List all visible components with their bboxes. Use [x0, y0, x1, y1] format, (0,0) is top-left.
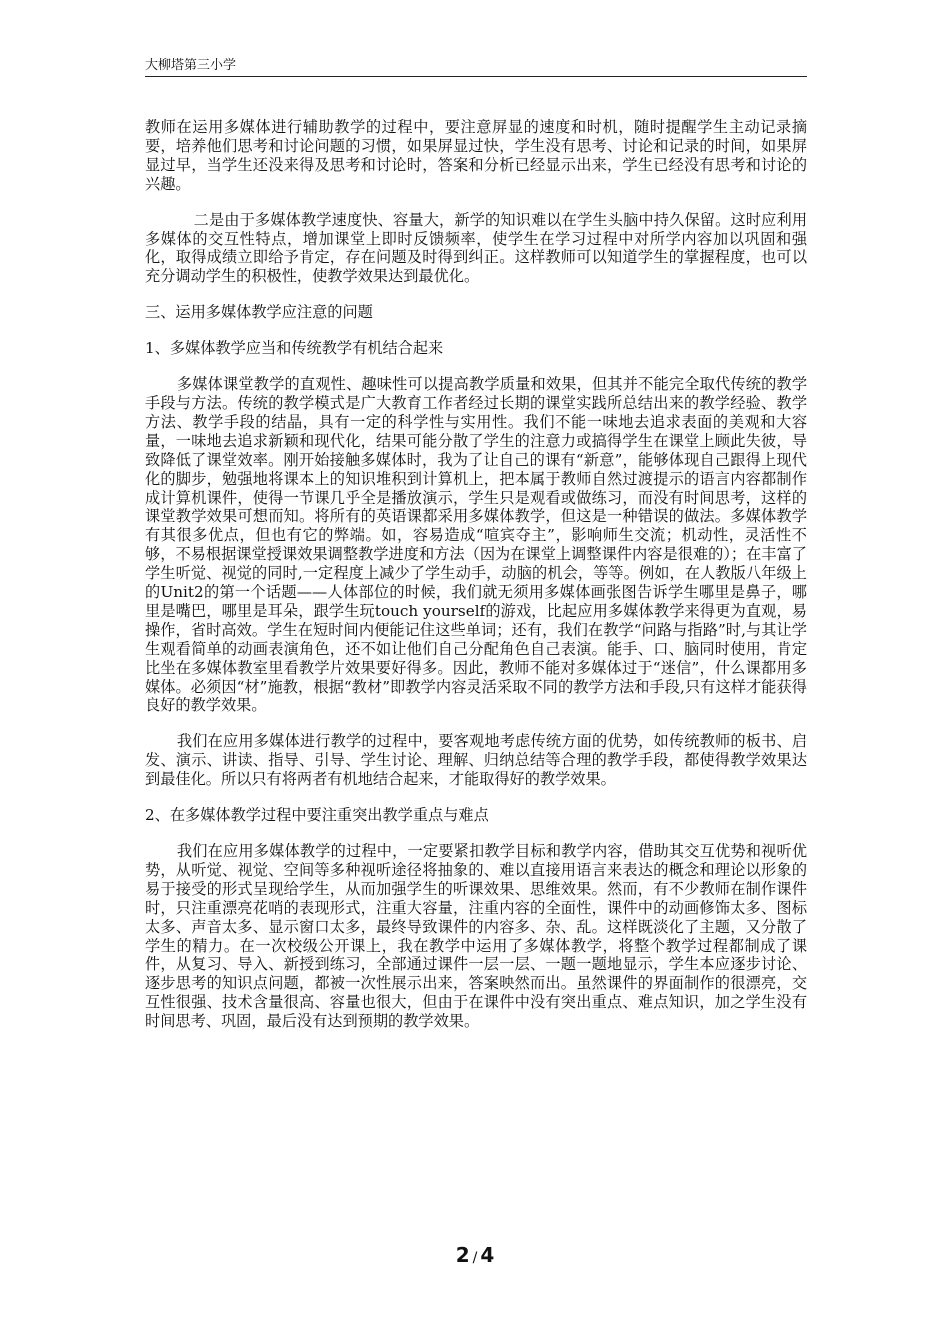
page-number	[0, 1243, 950, 1267]
subheading-key-points: 2、在多媒体教学过程中要注重突出教学重点与难点	[145, 806, 489, 825]
header-divider	[145, 76, 807, 77]
current-page-number: 2	[455, 1243, 470, 1267]
page-number-separator: /	[472, 1250, 478, 1266]
page-header	[145, 58, 807, 74]
school-name: 大柳塔第三小学	[145, 58, 237, 73]
paragraph-combine-advantages: 我们在应用多媒体进行教学的过程中，要客观地考虑传统方面的优势，如传统教师的板书、启发、演示、讲读、指导、引导、学生讨论、理解、归纳总结等合理的教学手段，都使得教学效果达到最佳化。所以只有将两者有机地结合起来，才能取得好的教学效果。	[145, 732, 807, 789]
total-page-number: 4	[480, 1243, 495, 1267]
paragraph-interactivity: 二是由于多媒体教学速度快、容量大，新学的知识难以在学生头脑中持久保留。这时应利用多媒体的交互性特点，增加课堂上即时反馈频率，使学生在学习过程中对所学内容加以巩固和强化，取得成绩立即给予肯定，存在问题及时得到纠正。这样教师可以知道学生的掌握程度，也可以充分调动学生的积极性，使教学效果达到最优化。	[145, 210, 807, 286]
paragraph-traditional-teaching: 多媒体课堂教学的直观性、趣味性可以提高教学质量和效果，但其并不能完全取代传统的教学手段与方法。传统的教学模式是广大教育工作者经过长期的课堂实践所总结出来的教学经验、教学方法、教学手段的结晶，具有一定的科学性与实用性。我们不能一味地去追求表面的美观和大容量，一味地去追求新颖和现代化，结果可能分散了学生的注意力或搞得学生在课堂上顾此失彼，导致降低了课堂效率。刚开始接触多媒体时，我为了让自己的课有“新意”，能够体现自己跟得上现代化的脚步，勉强地将课本上的知识堆积到计算机上，把本属于教师自然过渡提示的语言内容都制作成计算机课件，使得一节课几乎全是播放演示，学生只是观看或做练习，而没有时间思考，这样的课堂教学效果可想而知。将所有的英语课都采用多媒体教学，但这是一种错误的做法。多媒体教学有其很多优点，但也有它的弊端。如，容易造成“喧宾夺主”，影响师生交流；机动性，灵活性不够，不易根据课堂授课效果调整教学进度和方法（因为在课堂上调整课件内容是很难的）；在丰富了学生听觉、视觉的同时,一定程度上减少了学生动手，动脑的机会，等等。例如，在人教版八年级上的Unit2的第一个话题——人体部位的时候，我们就无须用多媒体画张图告诉学生哪里是鼻子，哪里是嘴巴，哪里是耳朵，跟学生玩touch yourself的游戏，比起应用多媒体教学来得更为直观，易操作，省时高效。学生在短时间内便能记住这些单词；还有，我们在教学“问路与指路”时,与其让学生观看简单的动画表演角色，还不如让他们自己分配角色自己表演。能手、口、脑同时使用，肯定比坐在多媒体教室里看教学片效果要好得多。因此，教师不能对多媒体过于“迷信”，什么课都用多媒体。必须因“材”施教，根据“教材”即教学内容灵活采取不同的教学方法和手段,只有这样才能获得良好的教学效果。	[145, 375, 807, 715]
subheading-combine-traditional: 1、多媒体教学应当和传统教学有机结合起来	[145, 339, 444, 358]
section-heading-issues: 三、运用多媒体教学应注意的问题	[145, 303, 373, 322]
paragraph-key-points: 我们在应用多媒体教学的过程中，一定要紧扣教学目标和教学内容，借助其交互优势和视听优势，从听觉、视觉、空间等多种视听途径将抽象的、难以直接用语言来表达的概念和理论以形象的易于接受的形式呈现给学生，从而加强学生的听课效果、思维效果。然而，有不少教师在制作课件时，只注重漂亮花哨的表现形式，注重大容量，注重内容的全面性，课件中的动画修饰太多、图标太多、声音太多、显示窗口太多，最终导致课件的内容多、杂、乱。这样既淡化了主题，又分散了学生的精力。在一次校级公开课上，我在教学中运用了多媒体教学，将整个教学过程都制成了课件，从复习、导入、新授到练习，全部通过课件一层一层、一题一题地显示，学生本应逐步讨论、逐步思考的知识点问题，都被一次性展示出来，答案映然而出。虽然课件的界面制作的很漂亮，交互性很强、技术含量很高、容量也很大，但由于在课件中没有突出重点、难点知识，加之学生没有时间思考、巩固，最后没有达到预期的教学效果。	[145, 842, 807, 1031]
document-body	[145, 118, 807, 1048]
paragraph-display-timing: 教师在运用多媒体进行辅助教学的过程中，要注意屏显的速度和时机，随时提醒学生主动记录摘要，培养他们思考和讨论问题的习惯，如果屏显过快，学生没有思考、讨论和记录的时间，如果屏显过早，当学生还没来得及思考和讨论时，答案和分析已经显示出来，学生已经没有思考和讨论的兴趣。	[145, 118, 807, 193]
